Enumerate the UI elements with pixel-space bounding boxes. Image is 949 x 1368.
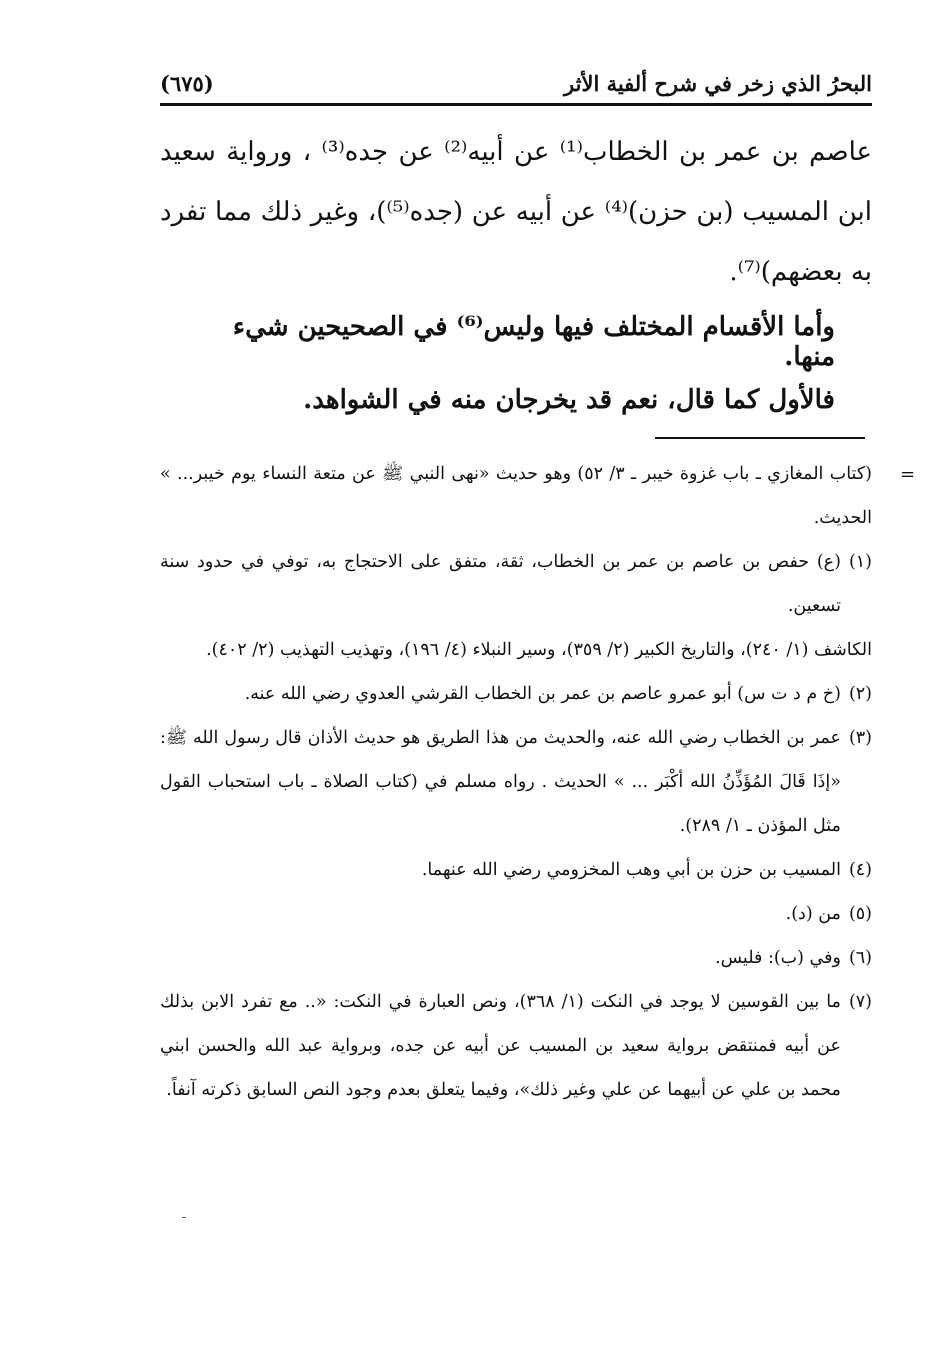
main-text (160, 122, 872, 302)
footnote-number: (٦) (848, 948, 872, 968)
footnote-text: وفي (ب): فليس. (715, 948, 841, 968)
footnote-7 (160, 980, 872, 1112)
main-paragraph-1: عاصم بن عمر بن الخطاب⁽¹⁾ عن أبيه⁽²⁾ عن جده⁽³⁾ ، ورواية سعيد ابن المسيب (بن حزن)⁽⁴⁾ عن أبيه عن (جده⁽⁵⁾)، وغير ذلك مما تفرد به بعضهم)⁽⁷⁾. (160, 137, 872, 287)
page-number: (٦٧٥) (160, 70, 214, 96)
footnote-6 (160, 936, 872, 980)
footnote-number: (٧) (848, 992, 872, 1012)
page-header (160, 66, 872, 100)
footnote-separator (655, 437, 865, 439)
running-title: البحرُ الذي زخر في شرح ألفية الأثر (564, 70, 872, 96)
footnote-4 (160, 848, 872, 892)
scan-speck (182, 1217, 186, 1218)
footnote-text: من (د). (785, 904, 841, 924)
main-paragraph-2: وأما الأقسام المختلف فيها وليس⁽⁶⁾ في الصحيحين شيء منها. (232, 312, 835, 372)
footnote-number: (١) (848, 552, 872, 572)
footnote-number: (٣) (848, 728, 872, 748)
footnote-5 (160, 892, 872, 936)
footnote-text: المسيب بن حزن بن أبي وهب المخزومي رضي الله عنهما. (421, 860, 841, 880)
footnote-number: (٥) (848, 904, 872, 924)
footnote-text: (ع) حفص بن عاصم بن عمر بن الخطاب، ثقة، متفق على الاحتجاج به، توفي في حدود سنة تسعين. (160, 552, 841, 616)
header-rule (160, 103, 872, 106)
footnote-continuation: (كتاب المغازي ـ باب غزوة خيبر ـ ٣/ ٥٢) وهو حديث «نهى النبي ﷺ عن متعة النساء يوم خيبر... » الحديث. (160, 464, 872, 528)
footnote-text: ما بين القوسين لا يوجد في النكت (١/ ٣٦٨)، ونص العبارة في النكت: «.. مع تفرد الابن بذلك عن أبيه فمنتقض برواية سعيد بن المسيب عن أبيه عن جده، وبرواية عبد الله والحسن ابني محمد بن علي عن أبيهما عن علي وغير ذلك»، وفيما يتعلق بعدم وجود النص السابق ذكرته آنفاً. (160, 992, 841, 1100)
footnote-2 (160, 672, 872, 716)
footnotes (160, 452, 872, 1112)
main-paragraph-3: فالأول كما قال، نعم قد يخرجان منه في الشواهد. (303, 385, 835, 415)
footnote-1-references: الكاشف (١/ ٢٤٠)، والتاريخ الكبير (٢/ ٣٥٩)، وسير النبلاء (٤/ ١٩٦)، وتهذيب التهذيب (٢/ ٤٠٢). (206, 640, 872, 660)
footnote-1 (160, 540, 872, 628)
margin-mark: = (900, 464, 916, 485)
footnote-number: (٢) (848, 684, 872, 704)
footnote-number: (٤) (848, 860, 872, 880)
footnote-text: (خ م د ت س) أبو عمرو عاصم بن عمر بن الخطاب القرشي العدوي رضي الله عنه. (244, 684, 841, 704)
footnote-text: عمر بن الخطاب رضي الله عنه، والحديث من هذا الطريق هو حديث الأذان قال رسول الله ﷺ: «إذَا قَالَ المُؤَذِّنُ الله أكْبَر ... » الحديث . رواه مسلم في (كتاب الصلاة ـ باب استحباب القول مثل المؤذن ـ ١/ ٢٨٩). (160, 728, 841, 836)
footnote-3 (160, 716, 872, 848)
